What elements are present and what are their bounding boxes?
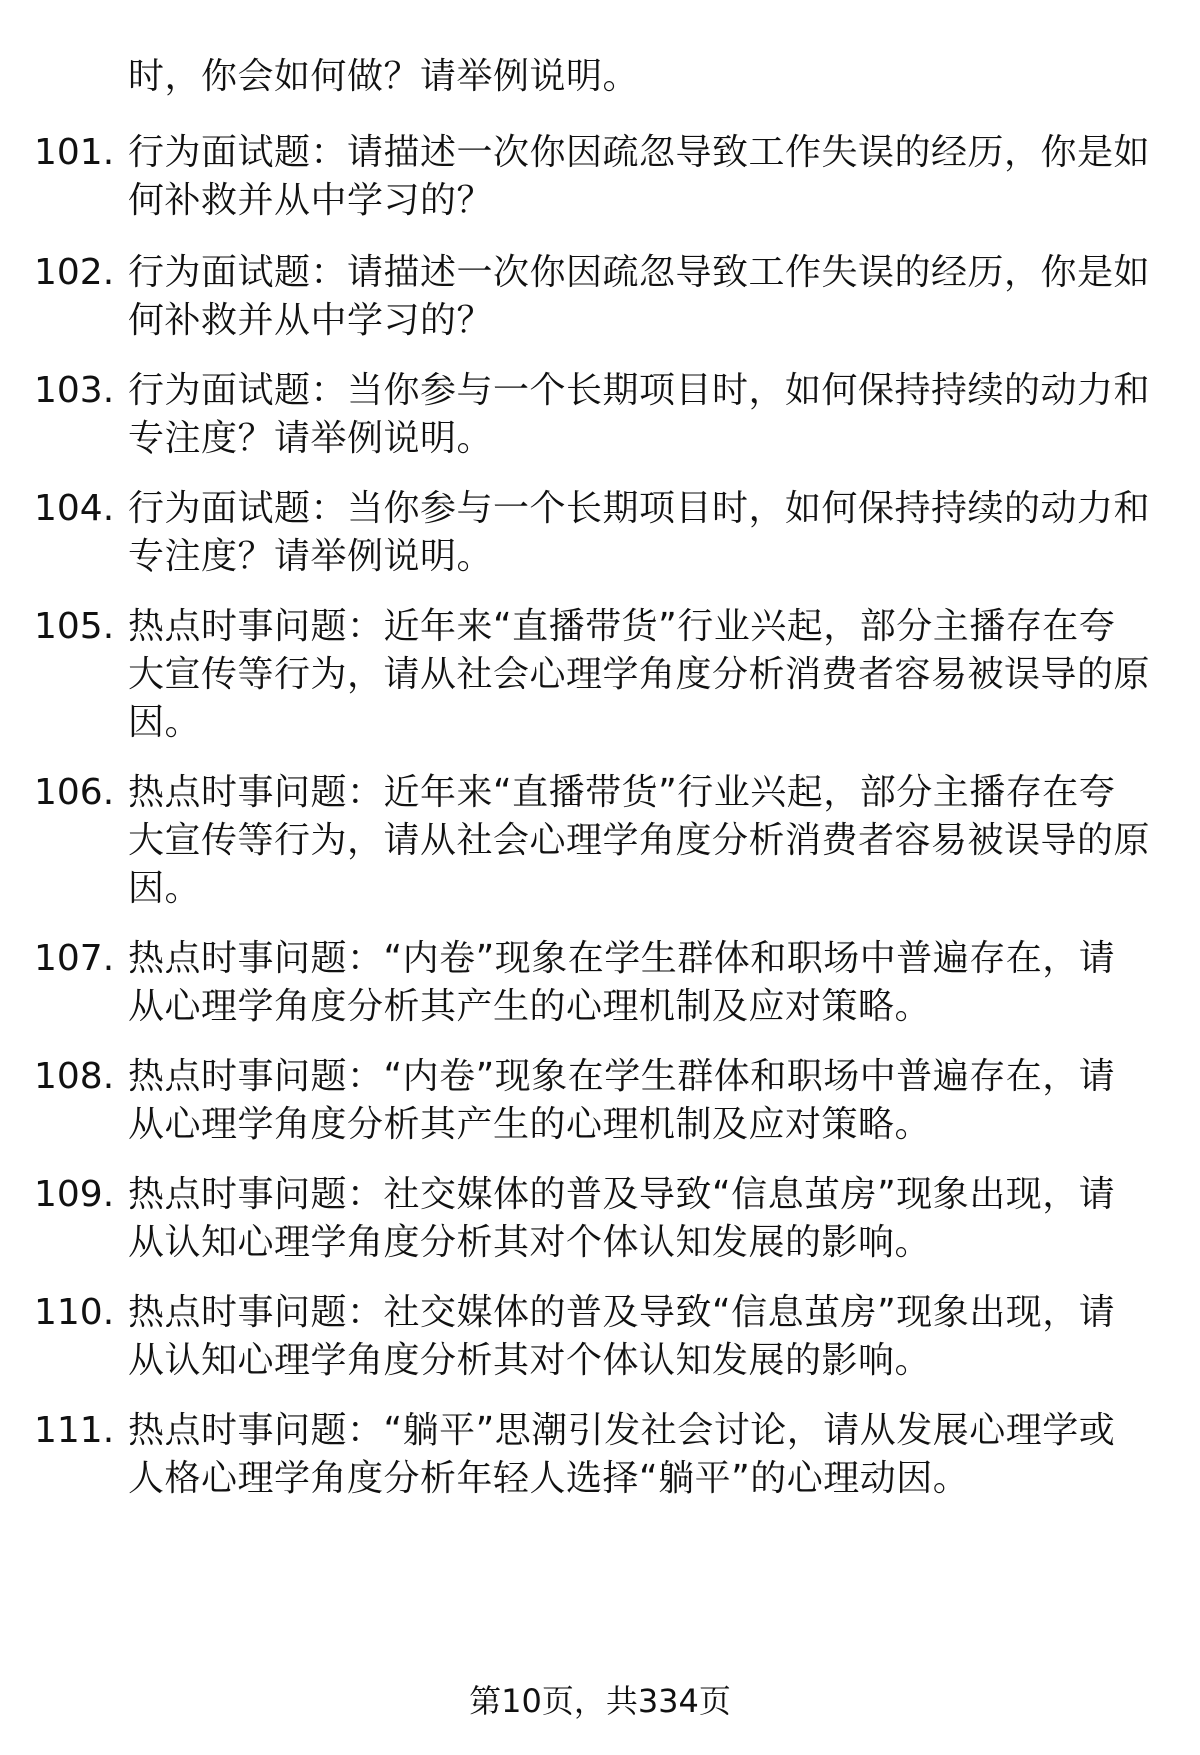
question-text-line: 行为面试题：请描述一次你因疏忽导致工作失误的经历，你是如 <box>128 252 1151 293</box>
question-number: 106. <box>34 772 115 813</box>
question-text-line: 行为面试题：当你参与一个长期项目时，如何保持持续的动力和 <box>128 370 1151 411</box>
question-number: 103. <box>34 370 115 411</box>
page-footer: 第10页，共334页 <box>469 1682 731 1720</box>
question-number: 108. <box>34 1056 115 1097</box>
question-text-line: 热点时事问题：“躺平”思潮引发社会讨论，请从发展心理学或 <box>128 1410 1116 1451</box>
question-text-line: 从心理学角度分析其产生的心理机制及应对策略。 <box>128 1104 932 1145</box>
continuation-line: 时，你会如何做？请举例说明。 <box>128 56 640 97</box>
question-text-line: 热点时事问题：近年来“直播带货”行业兴起，部分主播存在夸 <box>128 772 1116 813</box>
question-number: 101. <box>34 132 115 173</box>
question-text-line: 专注度？请举例说明。 <box>128 536 494 577</box>
question-text-line: 专注度？请举例说明。 <box>128 418 494 459</box>
question-text-line: 从认知心理学角度分析其对个体认知发展的影响。 <box>128 1222 932 1263</box>
question-text-line: 大宣传等行为，请从社会心理学角度分析消费者容易被误导的原 <box>128 654 1151 695</box>
question-text-line: 大宣传等行为，请从社会心理学角度分析消费者容易被误导的原 <box>128 820 1151 861</box>
question-number: 111. <box>34 1410 115 1451</box>
question-text-line: 热点时事问题：“内卷”现象在学生群体和职场中普遍存在，请 <box>128 938 1116 979</box>
question-text-line: 热点时事问题：社交媒体的普及导致“信息茧房”现象出现，请 <box>128 1292 1116 1333</box>
question-number: 102. <box>34 252 115 293</box>
question-text-line: 从认知心理学角度分析其对个体认知发展的影响。 <box>128 1340 932 1381</box>
question-text-line: 行为面试题：请描述一次你因疏忽导致工作失误的经历，你是如 <box>128 132 1151 173</box>
question-number: 104. <box>34 488 115 529</box>
question-text-line: 热点时事问题：社交媒体的普及导致“信息茧房”现象出现，请 <box>128 1174 1116 1215</box>
question-number: 105. <box>34 606 115 647</box>
question-text-line: 因。 <box>128 702 202 743</box>
question-text-line: 热点时事问题：近年来“直播带货”行业兴起，部分主播存在夸 <box>128 606 1116 647</box>
question-text-line: 因。 <box>128 868 202 909</box>
question-text-line: 从心理学角度分析其产生的心理机制及应对策略。 <box>128 986 932 1027</box>
question-text-line: 人格心理学角度分析年轻人选择“躺平”的心理动因。 <box>128 1458 970 1499</box>
question-text-line: 何补救并从中学习的？ <box>128 180 494 221</box>
question-text-line: 行为面试题：当你参与一个长期项目时，如何保持持续的动力和 <box>128 488 1151 529</box>
question-number: 107. <box>34 938 115 979</box>
question-text-line: 热点时事问题：“内卷”现象在学生群体和职场中普遍存在，请 <box>128 1056 1116 1097</box>
question-number: 110. <box>34 1292 115 1333</box>
question-number: 109. <box>34 1174 115 1215</box>
question-text-line: 何补救并从中学习的？ <box>128 300 494 341</box>
